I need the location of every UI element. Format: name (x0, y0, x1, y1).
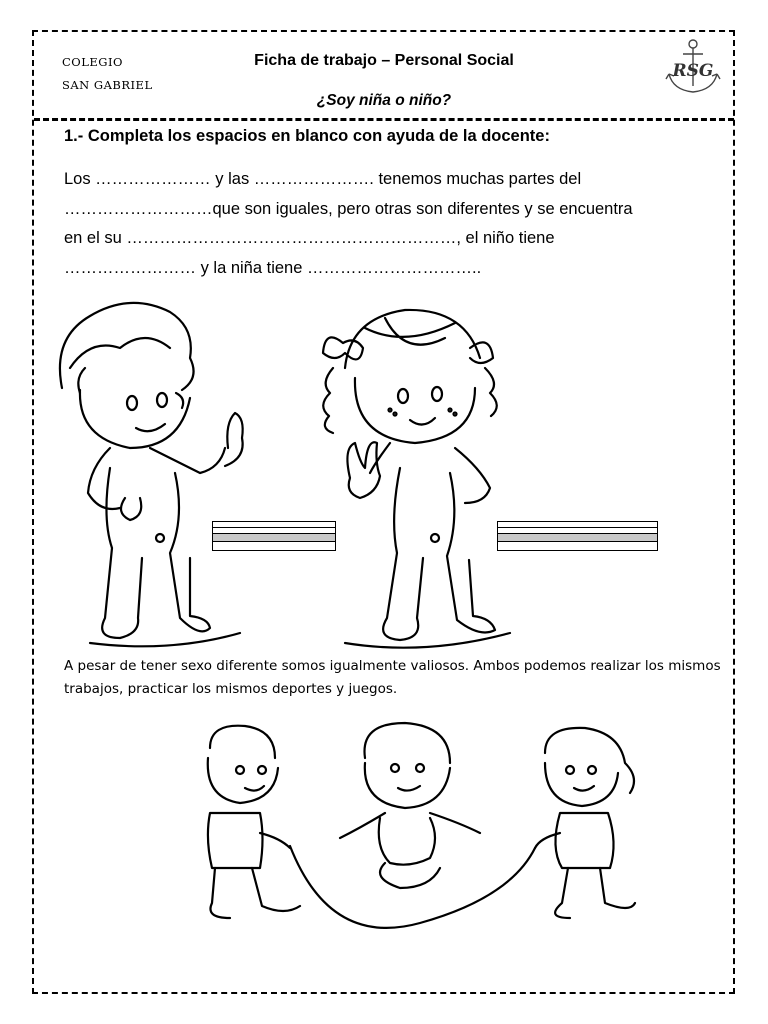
children-jumping-rope-illustration (190, 718, 650, 938)
girl-answer-box[interactable] (497, 521, 658, 551)
school-name-line1: COLEGIO (62, 55, 123, 69)
school-logo (663, 36, 723, 98)
fill-line-3: en el su ……………………………………………………, el niño tiene (64, 229, 555, 247)
header-divider (34, 118, 734, 121)
svg-text:RSG: RSG (672, 61, 714, 81)
fill-line-1: Los ………………… y las …………………. tenemos muchas partes del (64, 170, 582, 188)
task-instruction: 1.- Completa los espacios en blanco con ayuda de la docente: (64, 127, 550, 145)
worksheet-title: Ficha de trabajo – Personal Social (254, 52, 514, 69)
worksheet-subtitle: ¿Soy niña o niño? (316, 92, 452, 109)
school-name-line2: SAN GABRIEL (62, 78, 153, 92)
fill-line-2: ………………………que son iguales, pero otras son diferentes y se encuentra (64, 200, 633, 218)
closing-paragraph: A pesar de tener sexo diferente somos igualmente valiosos. Ambos podemos realizar los mismos trabajos, practicar los mismos deportes y juegos. (64, 658, 721, 697)
boy-illustration (50, 298, 250, 648)
girl-illustration (305, 298, 515, 658)
fill-line-4: …………………… y la niña tiene ………………………….. (64, 259, 482, 277)
